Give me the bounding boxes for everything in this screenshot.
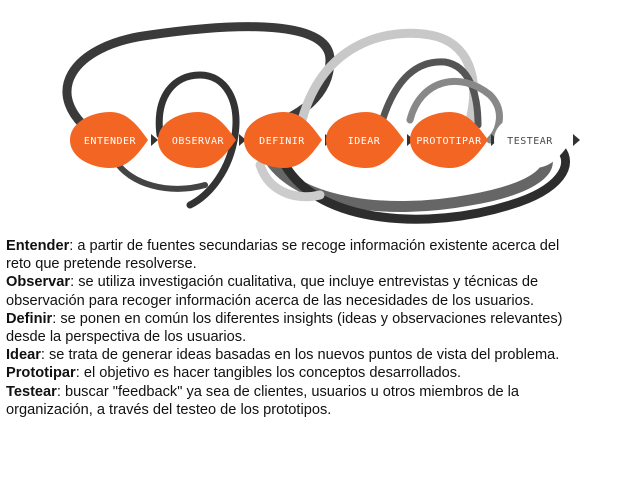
desc-text: : buscar "feedback" ya sea de clientes, usuarios u otros miembros de la: [56, 383, 520, 400]
desc-idear: [6, 346, 632, 364]
term-label: Definir: [6, 310, 53, 327]
term-label: Entender: [6, 238, 70, 254]
desc-observar: [6, 273, 632, 309]
desc-text: organización, a través del testeo de los prototipos.: [6, 401, 332, 418]
desc-text: reto que pretende resolverse.: [6, 256, 197, 273]
stage-entender: [70, 112, 158, 168]
stage-prototipar: [410, 112, 498, 168]
desc-text: : a partir de fuentes secundarias se recoge información existente acerca del: [69, 238, 560, 254]
desc-prototipar: [6, 364, 632, 382]
desc-testear: [6, 383, 632, 419]
stage-label-observar: OBSERVAR: [171, 136, 225, 147]
term-label: Prototipar: [6, 365, 76, 382]
stage-label-prototipar: PROTOTIPAR: [416, 136, 482, 147]
desc-entender: [6, 237, 632, 273]
stage-label-definir: DEFINIR: [259, 136, 305, 147]
desc-text: desde la perspectiva de los usuarios.: [6, 329, 247, 346]
desc-text: : se trata de generar ideas basadas en los nuevos puntos de vista del problema.: [40, 347, 560, 364]
stage-idear: [326, 112, 414, 168]
desc-text: : el objetivo es hacer tangibles los conceptos desarrollados.: [75, 365, 462, 382]
stage-label-testear: TESTEAR: [507, 136, 553, 147]
term-label: Idear: [6, 347, 41, 364]
stage-descriptions: [6, 237, 632, 419]
stage-label-idear: IDEAR: [347, 136, 381, 147]
stage-label-entender: ENTENDER: [83, 136, 137, 147]
desc-definir: [6, 310, 632, 346]
feedback-loops: [67, 27, 566, 220]
desc-text: : se ponen en común los diferentes insights (ideas y observaciones relevantes): [52, 310, 563, 327]
stage-definir: [244, 112, 332, 168]
design-thinking-diagram: [0, 0, 638, 232]
arrow-icon: [573, 134, 580, 146]
desc-text: observación para recoger información acerca de las necesidades de los usuarios.: [6, 292, 535, 309]
term-label: Testear: [6, 383, 57, 400]
stage-row: [70, 112, 580, 168]
desc-text: : se utiliza investigación cualitativa, que incluye entrevistas y técnicas de: [70, 274, 539, 291]
term-label: Observar: [6, 274, 71, 291]
